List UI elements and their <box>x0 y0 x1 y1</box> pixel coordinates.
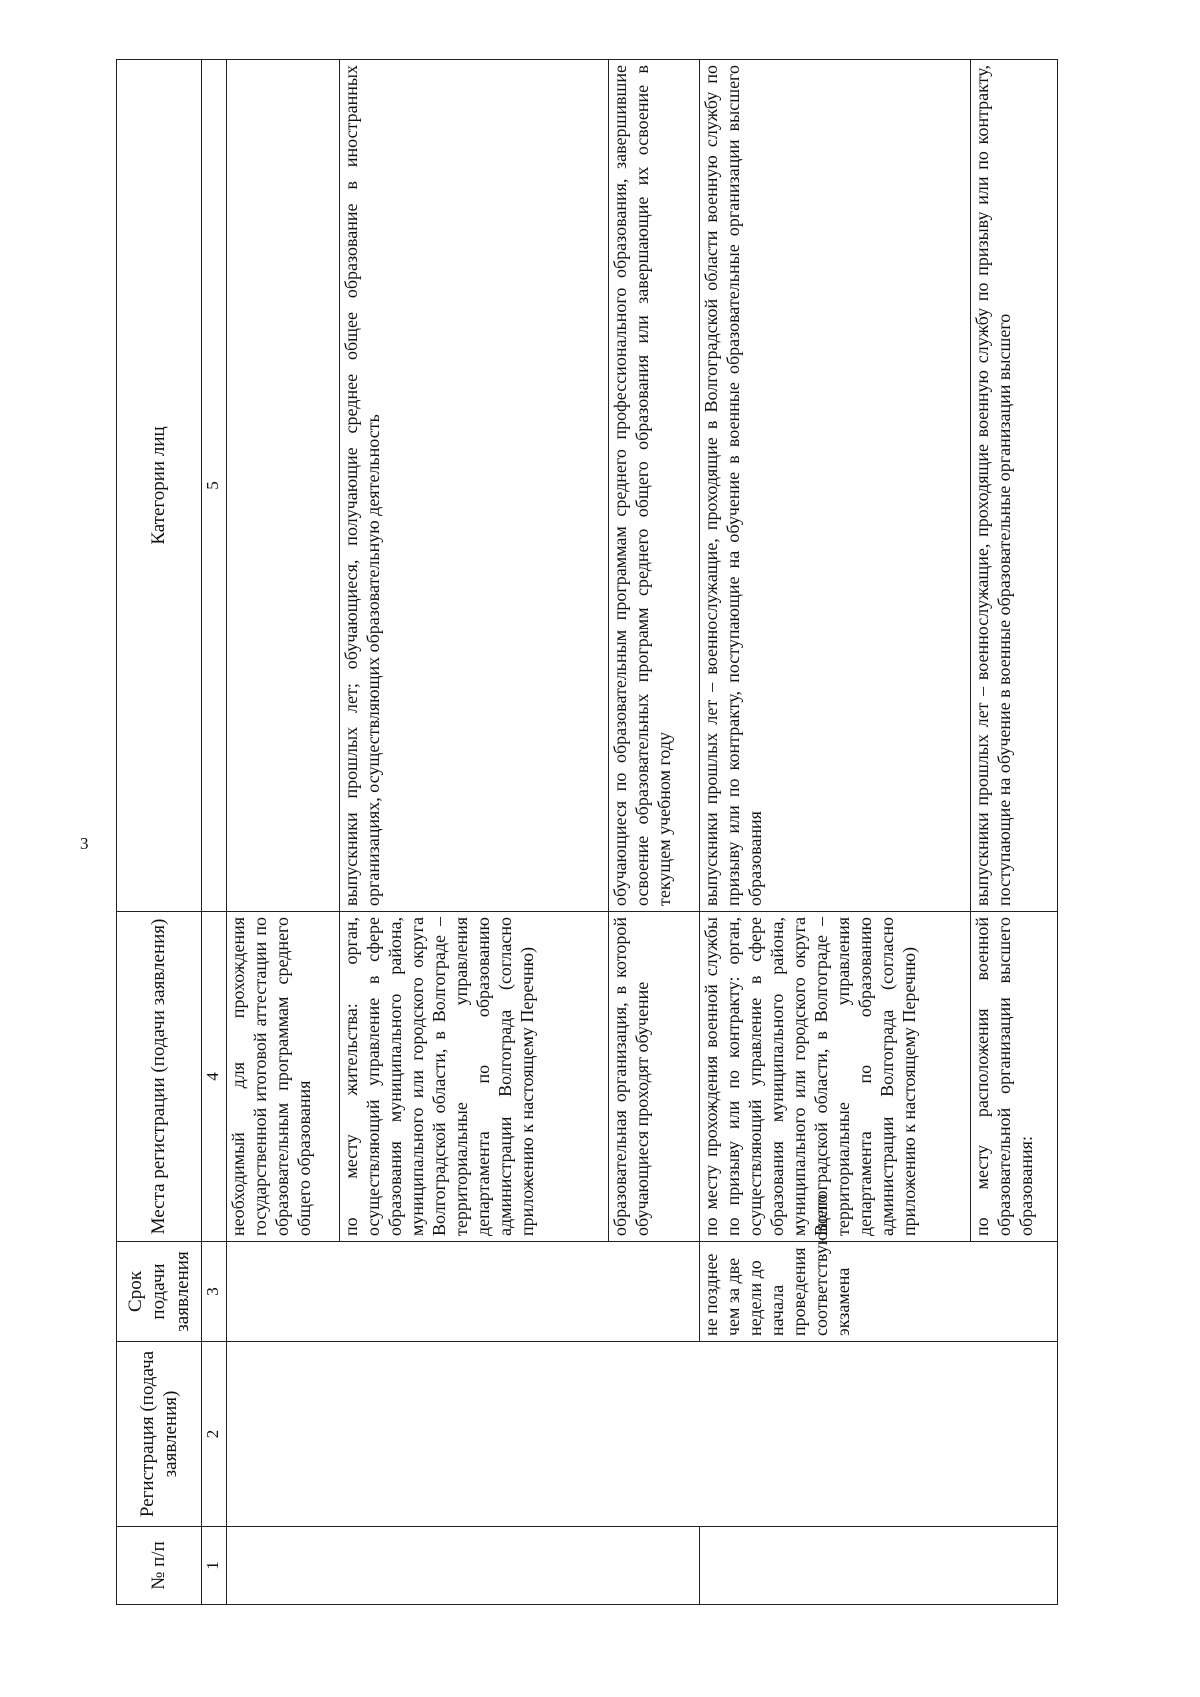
registration-cell <box>227 1342 1058 1527</box>
header-deadline: Срок подачи заявления <box>117 1242 202 1342</box>
column-number: 5 <box>202 60 227 912</box>
page-number: 3 <box>80 834 89 853</box>
place-cell: необходимый для прохождения государственной итоговой аттестации по образовательным программам среднего общего образования <box>227 912 340 1242</box>
category-cell <box>227 60 340 912</box>
category-cell: выпускники прошлых лет – военнослужащие, проходящие в Волгоградской области военную службу по призыву или по контракту, поступающие на обучение в военные образовательные организации высшего образования <box>700 60 971 912</box>
column-number: 3 <box>202 1242 227 1342</box>
column-number: 4 <box>202 912 227 1242</box>
place-cell: по месту жительства: орган, осуществляющий управление в сфере образования муниципального района, муниципального или городского округа Волгоградской области, в Волгограде – территориальные управления департамента по образованию администрации Волгограда (согласно приложению к настоящему Перечню) <box>340 912 609 1242</box>
header-category: Категории лиц <box>117 60 202 912</box>
header-place: Места регистрации (подачи заявления) <box>117 912 202 1242</box>
category-cell: выпускники прошлых лет; обучающиеся, получающие среднее общее образование в иностранных организациях, осуществляющих образовательную деятельность <box>340 60 609 912</box>
rotated-table-page <box>116 60 1131 1605</box>
column-number: 2 <box>202 1342 227 1527</box>
deadline-cell <box>227 1242 700 1342</box>
place-cell: по месту прохождения военной службы по призыву или по контракту: орган, осуществляющий управление в сфере образования муниципального района, муниципального или городского округа Волгоградской области, в Волгограде – территориальные управления департамента по образованию администрации Волгограда (согласно приложению к настоящему Перечню) <box>700 912 971 1242</box>
category-cell: обучающиеся по образовательным программам среднего профессионального образования, завершившие освоение образовательных программ среднего общего образования или завершающие их освоение в текущем учебном году <box>609 60 700 912</box>
deadline-cell: не позднее чем за две недели до начала проведения соответствующего экзамена <box>700 1242 1058 1342</box>
registration-table <box>116 59 1058 1605</box>
place-cell: по месту расположения военной образовательной организации высшего образования: <box>971 912 1058 1242</box>
column-number: 1 <box>202 1527 227 1605</box>
header-number: № п/п <box>117 1527 202 1605</box>
column-number-row <box>202 60 227 1605</box>
number-cell <box>227 1527 700 1605</box>
table-row <box>227 60 340 1605</box>
header-registration: Регистрация (подача заявления) <box>117 1342 202 1527</box>
number-cell <box>700 1527 1058 1605</box>
header-row <box>117 60 202 1605</box>
place-cell: образовательная организация, в которой обучающиеся проходят обучение <box>609 912 700 1242</box>
category-cell: выпускники прошлых лет – военнослужащие, проходящие военную службу по призыву или по контракту, поступающие на обучение в военные образовательные организации высшего <box>971 60 1058 912</box>
